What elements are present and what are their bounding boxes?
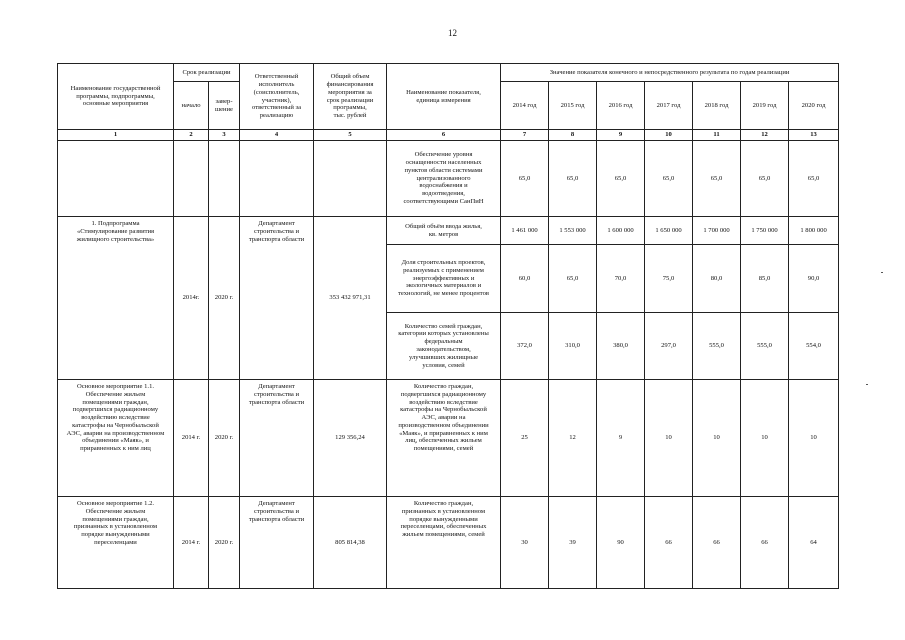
indicator-value: 39 xyxy=(549,497,597,589)
indicator-value: 65,0 xyxy=(549,245,597,313)
indicator-value: 70,0 xyxy=(597,245,645,313)
column-number: 4 xyxy=(240,130,314,141)
indicator-value: 380,0 xyxy=(597,313,645,380)
indicator-name: Общий объём ввода жилья, кв. метров xyxy=(387,217,501,245)
funding-amount: 129 356,24 xyxy=(314,380,387,497)
period-start: 2014 г. xyxy=(174,380,209,497)
indicator-value: 1 700 000 xyxy=(693,217,741,245)
indicator-value: 65,0 xyxy=(693,141,741,217)
indicator-value: 65,0 xyxy=(789,141,839,217)
scan-speck xyxy=(881,272,883,273)
header-year: 2014 год xyxy=(501,82,549,130)
page-number: 12 xyxy=(448,28,457,38)
indicator-value: 555,0 xyxy=(693,313,741,380)
indicator-value: 65,0 xyxy=(597,141,645,217)
header-year: 2018 год xyxy=(693,82,741,130)
indicator-value: 90 xyxy=(597,497,645,589)
indicator-value: 555,0 xyxy=(741,313,789,380)
indicator-value: 10 xyxy=(693,380,741,497)
indicator-value: 1 750 000 xyxy=(741,217,789,245)
column-number: 7 xyxy=(501,130,549,141)
indicator-value: 85,0 xyxy=(741,245,789,313)
header-responsible: Ответственный исполнитель (соисполнитель, участник), ответственный за реализацию xyxy=(240,64,314,130)
program-name: Основное мероприятие 1.2. Обеспечение жильем помещениями граждан, признанных в установленном порядке вынужденными переселенцами xyxy=(58,497,174,589)
header-year: 2016 год xyxy=(597,82,645,130)
funding-amount: 805 814,38 xyxy=(314,497,387,589)
indicator-name: Обеспечение уровня оснащенности населенных пунктов области системами централизованного водоснабжения и водоотведения, соответствующими СанПиН xyxy=(387,141,501,217)
header-values: Значение показателя конечного и непосредственного результата по годам реализации xyxy=(501,64,839,82)
indicator-value: 66 xyxy=(645,497,693,589)
indicator-value: 10 xyxy=(789,380,839,497)
program-name: Основное мероприятие 1.1. Обеспечение жильем помещениями граждан, подвергшихся радиационному воздействию вследствие катастрофы на Чернобыльской АЭС, аварии на производственном объединении «Маяк», и приравненных к ним лиц xyxy=(58,380,174,497)
indicator-name: Количество семей граждан, категории которых установлены федеральным законодательством, улучшивших жилищные условия, семей xyxy=(387,313,501,380)
header-year: 2017 год xyxy=(645,82,693,130)
header-period-end: завер- шение xyxy=(209,82,240,130)
table-row xyxy=(58,217,839,245)
header-implementation-period: Срок реализации xyxy=(174,64,240,82)
period-end: 2020 г. xyxy=(209,217,240,380)
responsible: Департамент строительства и транспорта области xyxy=(240,217,314,380)
indicator-value: 372,0 xyxy=(501,313,549,380)
column-number: 11 xyxy=(693,130,741,141)
indicator-value: 80,0 xyxy=(693,245,741,313)
header-funding: Общий объем финансирования мероприятия за срок реализации программы, тыс. рублей xyxy=(314,64,387,130)
indicator-value: 10 xyxy=(645,380,693,497)
indicator-value: 30 xyxy=(501,497,549,589)
responsible: Департамент строительства и транспорта области xyxy=(240,380,314,497)
indicator-value: 12 xyxy=(549,380,597,497)
table-row xyxy=(58,380,839,497)
indicator-value: 65,0 xyxy=(741,141,789,217)
indicator-value: 554,0 xyxy=(789,313,839,380)
indicator-value: 297,0 xyxy=(645,313,693,380)
indicator-value: 1 600 000 xyxy=(597,217,645,245)
indicator-value: 64 xyxy=(789,497,839,589)
empty-cell xyxy=(209,141,240,217)
column-number: 13 xyxy=(789,130,839,141)
column-number: 8 xyxy=(549,130,597,141)
responsible: Департамент строительства и транспорта области xyxy=(240,497,314,589)
funding-amount: 353 432 971,31 xyxy=(314,217,387,380)
column-number: 3 xyxy=(209,130,240,141)
column-number: 5 xyxy=(314,130,387,141)
indicator-value: 1 461 000 xyxy=(501,217,549,245)
indicator-value: 1 553 000 xyxy=(549,217,597,245)
header-year: 2019 год xyxy=(741,82,789,130)
indicator-value: 65,0 xyxy=(645,141,693,217)
period-end: 2020 г. xyxy=(209,380,240,497)
header-year: 2020 год xyxy=(789,82,839,130)
indicator-value: 1 650 000 xyxy=(645,217,693,245)
indicator-value: 65,0 xyxy=(549,141,597,217)
indicator-value: 90,0 xyxy=(789,245,839,313)
indicator-value: 75,0 xyxy=(645,245,693,313)
results-table xyxy=(57,63,839,589)
indicator-value: 66 xyxy=(693,497,741,589)
indicator-name: Доля строительных проектов, реализуемых с применением энергоэффективных и экологичных материалов и технологий, не менее процентов xyxy=(387,245,501,313)
header-year: 2015 год xyxy=(549,82,597,130)
column-number: 9 xyxy=(597,130,645,141)
column-number: 12 xyxy=(741,130,789,141)
program-name: 1. Подпрограмма «Стимулирование развития жилищного строительства» xyxy=(58,217,174,380)
indicator-name: Количество граждан, признанных в установленном порядке вынужденными переселенцами, обеспеченных жильем помещениями, семей xyxy=(387,497,501,589)
empty-cell xyxy=(58,141,174,217)
indicator-value: 1 800 000 xyxy=(789,217,839,245)
period-end: 2020 г. xyxy=(209,497,240,589)
column-numbers-row xyxy=(58,130,839,141)
empty-cell xyxy=(174,141,209,217)
indicator-name: Количество граждан, подвергшихся радиационному воздействию вследствие катастрофы на Чернобыльской АЭС, аварии на производственном объединении «Маяк», и приравненных к ним лиц, обеспеченных жильем помещениями, семей xyxy=(387,380,501,497)
column-number: 1 xyxy=(58,130,174,141)
header-row xyxy=(58,64,839,82)
table-row xyxy=(58,141,839,217)
indicator-value: 25 xyxy=(501,380,549,497)
header-period-start: начало xyxy=(174,82,209,130)
period-start: 2014г. xyxy=(174,217,209,380)
period-start: 2014 г. xyxy=(174,497,209,589)
column-number: 6 xyxy=(387,130,501,141)
indicator-value: 10 xyxy=(741,380,789,497)
column-number: 2 xyxy=(174,130,209,141)
column-number: 10 xyxy=(645,130,693,141)
indicator-value: 66 xyxy=(741,497,789,589)
header-program-name: Наименование государственной программы, подпрограммы, основные мероприятия xyxy=(58,64,174,130)
table-row xyxy=(58,497,839,589)
indicator-value: 310,0 xyxy=(549,313,597,380)
scan-speck xyxy=(866,384,868,385)
empty-cell xyxy=(240,141,314,217)
empty-cell xyxy=(314,141,387,217)
indicator-value: 65,0 xyxy=(501,141,549,217)
indicator-value: 9 xyxy=(597,380,645,497)
indicator-value: 60,0 xyxy=(501,245,549,313)
header-indicator-name: Наименование показателя, единица измерения xyxy=(387,64,501,130)
